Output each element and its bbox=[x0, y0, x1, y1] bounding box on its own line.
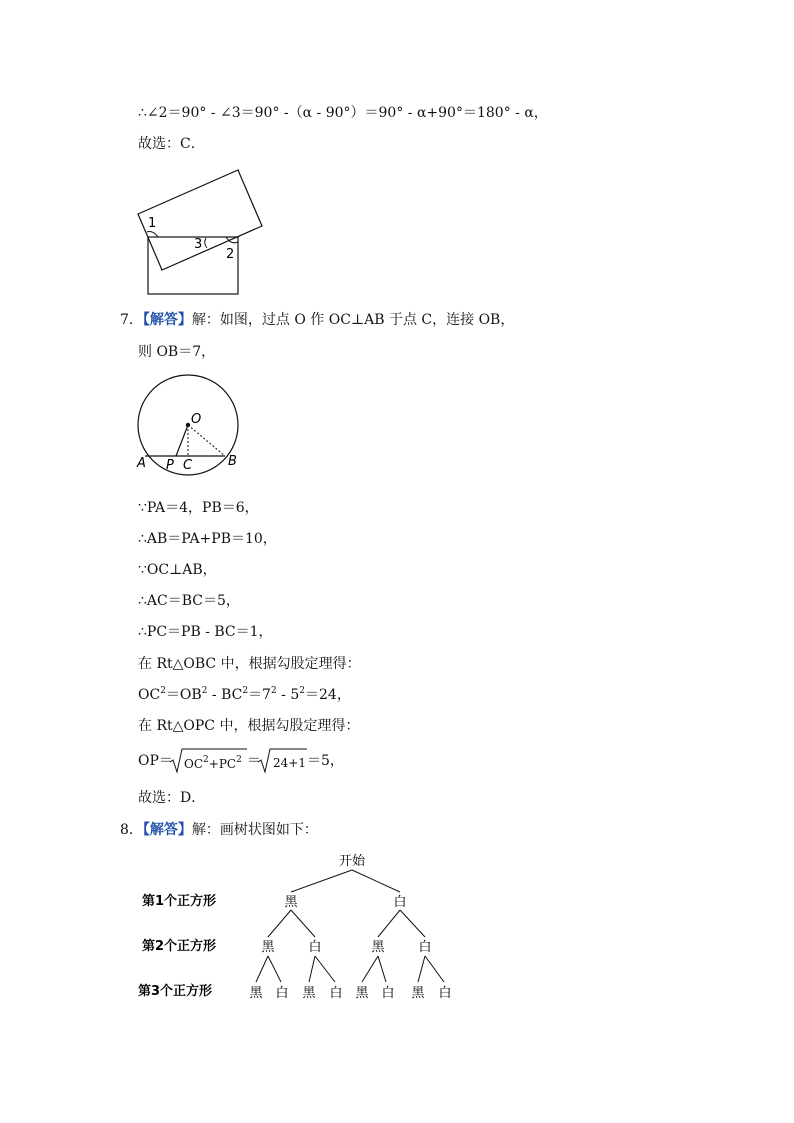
eq-part: OC bbox=[138, 687, 161, 703]
eq-part: - BC bbox=[207, 687, 243, 703]
eq-equals: ＝ bbox=[247, 753, 261, 769]
radicand-2: 24+1 bbox=[273, 756, 306, 770]
step-3: ∵OC⊥AB， bbox=[138, 562, 217, 578]
tree-edge bbox=[378, 956, 386, 982]
eq-part: ＝7 bbox=[248, 687, 271, 703]
tree-edge bbox=[256, 956, 268, 982]
label-c: C bbox=[183, 458, 193, 473]
row-label-3: 第3个正方形 bbox=[138, 984, 213, 999]
square-sup: 2 bbox=[299, 686, 305, 696]
row-label-2: 第2个正方形 bbox=[142, 939, 217, 954]
tree-node-l3: 白 bbox=[381, 986, 395, 1001]
tree-node-l2: 黑 bbox=[261, 940, 275, 955]
tree-edge bbox=[352, 870, 400, 892]
tree-node-l2: 黑 bbox=[371, 940, 385, 955]
tree-edge bbox=[268, 956, 281, 982]
step-1: ∵PA＝4，PB＝6， bbox=[138, 500, 259, 516]
tree-edge bbox=[378, 910, 400, 937]
eq-part: OP＝ bbox=[138, 753, 173, 769]
answer-line-6: 故选：C． bbox=[138, 136, 205, 152]
square-sup: 2 bbox=[201, 686, 208, 696]
tree-node-l3: 黑 bbox=[411, 986, 425, 1001]
step-5: ∴PC＝PB - BC＝1， bbox=[138, 624, 273, 640]
problem-7-intro: 解：如图，过点 O 作 OC⊥AB 于点 C，连接 OB， bbox=[191, 312, 515, 328]
square-sup: 2 bbox=[160, 686, 166, 696]
eq-result: ＝5， bbox=[307, 753, 344, 769]
tree-node-l1: 黑 bbox=[284, 895, 298, 910]
answer-tag: 【解答】 bbox=[142, 312, 192, 328]
angle-derivation-line: ∴∠2＝90° - ∠3＝90° -（α - 90°）＝90° - α+90°＝180° - α， bbox=[138, 105, 548, 121]
tree-node-l3: 白 bbox=[438, 986, 452, 1001]
square-sup: 2 bbox=[203, 755, 209, 765]
square-sup: 2 bbox=[270, 686, 277, 696]
problem-number: 8． bbox=[120, 822, 143, 838]
angle-2-label: 2 bbox=[226, 247, 235, 262]
answer-line-7: 故选：D． bbox=[138, 790, 206, 806]
tree-edge bbox=[291, 910, 315, 937]
label-b: B bbox=[228, 454, 237, 469]
eq-part: ＝OB bbox=[165, 687, 202, 703]
row-label-1: 第1个正方形 bbox=[142, 894, 217, 909]
tree-node-l2: 白 bbox=[308, 940, 322, 955]
eq-part: +PC bbox=[208, 757, 237, 771]
angle-3-label: 3 bbox=[194, 237, 203, 252]
problem-8-intro: 解：画树状图如下： bbox=[191, 822, 318, 838]
tree-node-l3: 黑 bbox=[355, 986, 369, 1001]
label-p: P bbox=[166, 458, 174, 473]
eq-part: - 5 bbox=[276, 687, 300, 703]
label-o: O bbox=[191, 412, 202, 427]
square-sup: 2 bbox=[236, 755, 242, 765]
tree-edge bbox=[291, 870, 352, 892]
angle-1-label: 1 bbox=[148, 216, 157, 231]
tree-edge bbox=[400, 910, 425, 937]
label-a: A bbox=[137, 456, 146, 471]
eq-part: OC bbox=[184, 757, 204, 771]
tree-edge bbox=[309, 956, 315, 982]
step-4: ∴AC＝BC＝5， bbox=[138, 593, 240, 609]
square-sup: 2 bbox=[242, 686, 249, 696]
tree-edge bbox=[418, 956, 425, 982]
tree-edge bbox=[268, 910, 291, 937]
tree-edge bbox=[425, 956, 444, 982]
eq-part: ＝24， bbox=[305, 687, 351, 703]
tree-node-l1: 白 bbox=[393, 895, 407, 910]
step-8: 在 Rt△OPC 中，根据勾股定理得： bbox=[138, 718, 360, 734]
problem-number: 7． bbox=[120, 312, 143, 328]
step-6: 在 Rt△OBC 中，根据勾股定理得： bbox=[138, 656, 361, 672]
tree-edge bbox=[362, 956, 378, 982]
tree-node-l3: 白 bbox=[329, 986, 343, 1001]
step-2: ∴AB＝PA+PB＝10， bbox=[138, 531, 277, 547]
tree-node-l3: 黑 bbox=[302, 986, 316, 1001]
answer-tag: 【解答】 bbox=[142, 822, 192, 838]
tree-node-l3: 黑 bbox=[249, 986, 263, 1001]
tree-node-l3: 白 bbox=[275, 986, 289, 1001]
ob-value-line: 则 OB＝7， bbox=[138, 344, 216, 360]
tree-root: 开始 bbox=[338, 854, 366, 869]
tree-node-l2: 白 bbox=[418, 940, 432, 955]
tree-edge bbox=[315, 956, 335, 982]
